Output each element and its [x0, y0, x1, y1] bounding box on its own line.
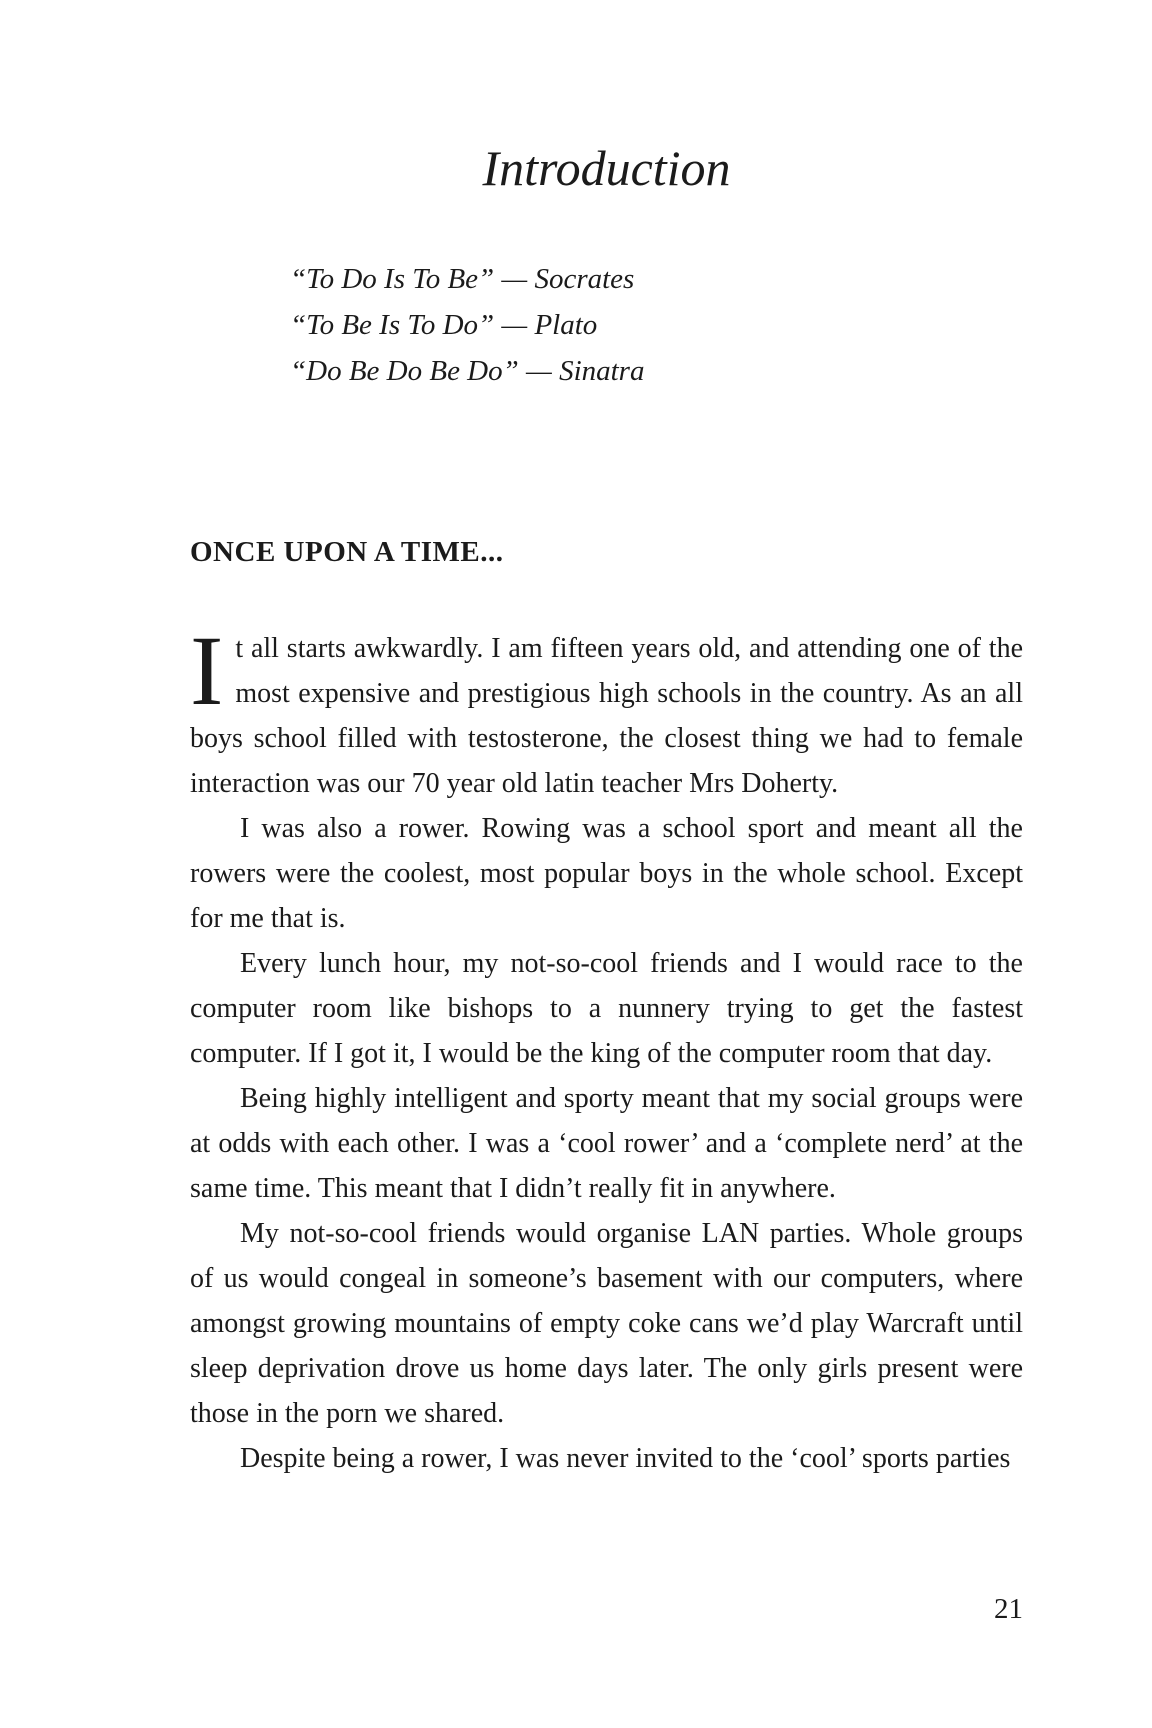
paragraph-text: t all starts awkwardly. I am fifteen years old, and attending one of the most expensive and prestigious high schools in the country. As an all boys school filled with testosterone, the closest thing we had to female interaction was our 70 year old latin teacher Mrs Doherty. [190, 633, 1023, 799]
quote-text: “To Be Is To Do” [290, 309, 495, 341]
dropcap: I [190, 615, 224, 726]
quote-line [290, 348, 1023, 394]
quote-author: Plato [534, 309, 598, 341]
body-text [190, 615, 1023, 1481]
quote-separator: — [501, 309, 528, 341]
quote-author: Socrates [534, 263, 635, 295]
quote-line [290, 256, 1023, 302]
quote-separator: — [526, 355, 552, 387]
chapter-title: Introduction [482, 140, 731, 196]
paragraph: Despite being a rower, I was never invited to the ‘cool’ sports parties [240, 1443, 1011, 1474]
section-heading: ONCE UPON A TIME... [190, 536, 504, 568]
quote-line [290, 302, 1023, 348]
quote-author: Sinatra [559, 355, 645, 387]
quote-separator: — [501, 263, 528, 295]
paragraph: Being highly intelligent and sporty meant that my social groups were at odds with each other. I was a ‘cool rower’ and a ‘complete nerd’ at the same time. This meant that I didn’t really fit in anywhere. [190, 1083, 1023, 1204]
quote-text: “Do Be Do Be Do” [290, 355, 519, 387]
epigraph [290, 256, 1023, 394]
paragraph: My not-so-cool friends would organise LAN parties. Whole groups of us would congeal in someone’s basement with our computers, where amongst growing mountains of empty coke cans we’d play Warcraft until sleep deprivation drove us home days later. The only girls present were those in the porn we shared. [190, 1218, 1023, 1429]
paragraph: Every lunch hour, my not-so-cool friends and I would race to the computer room like bishops to a nunnery trying to get the fastest computer. If I got it, I would be the king of the computer room that day. [190, 948, 1023, 1069]
quote-text: “To Do Is To Be” [290, 263, 495, 295]
paragraph [190, 615, 1023, 806]
page-number: 21 [994, 1593, 1023, 1625]
paragraph: I was also a rower. Rowing was a school sport and meant all the rowers were the coolest, most popular boys in the whole school. Except for me that is. [190, 813, 1023, 934]
